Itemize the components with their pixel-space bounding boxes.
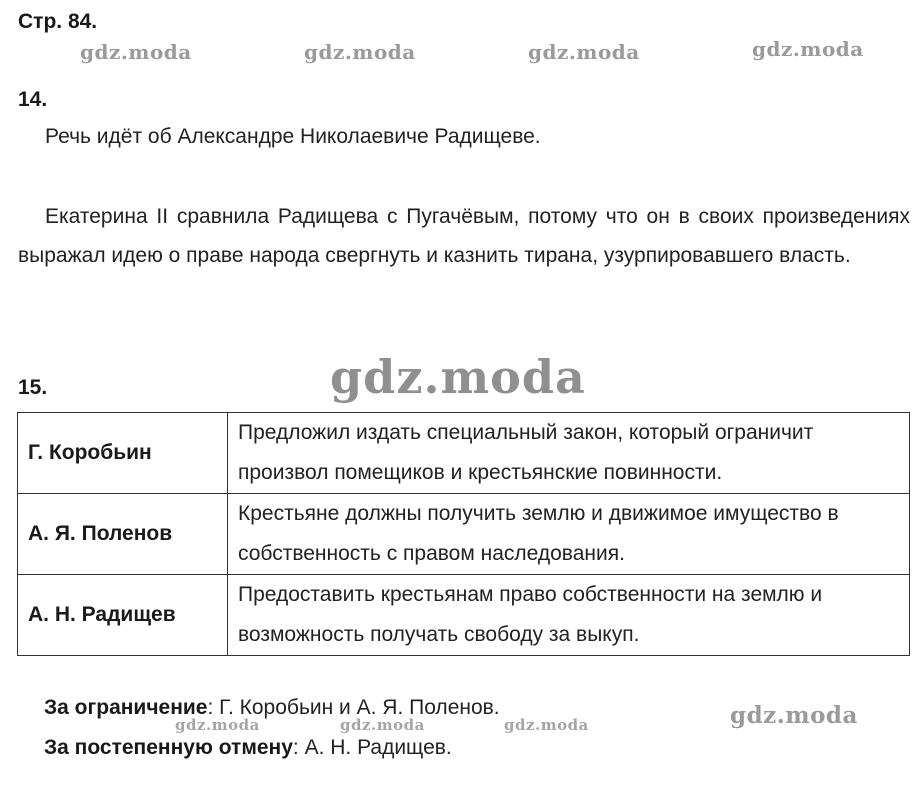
person-name-cell: А. Н. Радищев (18, 575, 228, 656)
watermark-text: gdz.moda (730, 702, 858, 729)
watermark-text: gdz.moda (528, 40, 640, 64)
conclusion-limitation (44, 696, 500, 720)
watermark-text: gdz.moda (504, 716, 589, 734)
conclusion-value: : А. Н. Радищев. (292, 736, 452, 759)
watermark-text: gdz.moda (304, 40, 416, 64)
watermark-text: gdz.moda (80, 40, 192, 64)
task-14-number: 14. (18, 88, 48, 111)
page-number-label: Стр. 84. (18, 10, 98, 33)
proposal-cell: Предоставить крестьянам право собственности на землю и возможность получать свободу за выкуп. (228, 575, 910, 656)
task-14-paragraph-1: Речь идёт об Александре Николаевиче Радищеве. (45, 125, 541, 148)
watermark-large: gdz.moda (330, 350, 586, 404)
table-row (18, 494, 910, 575)
conclusion-label: За ограничение (44, 696, 208, 719)
task-15-number: 15. (18, 376, 48, 399)
watermark-text: gdz.moda (175, 716, 260, 734)
task-14-paragraph-2: Екатерина II сравнила Радищева с Пугачёвым, потому что он в своих произведениях выражал идею о праве народа свергнуть и казнить тирана, узурпировавшего власть. (18, 205, 910, 267)
conclusion-label: За постепенную отмену (44, 736, 293, 759)
table-row (18, 575, 910, 656)
reform-proposals-table (17, 412, 910, 656)
watermark-text: gdz.moda (340, 716, 425, 734)
watermark-text: gdz.moda (752, 37, 864, 61)
conclusion-value: : Г. Коробьин и А. Я. Поленов. (207, 696, 500, 719)
person-name-cell: А. Я. Поленов (18, 494, 228, 575)
table-row (18, 413, 910, 494)
proposal-cell: Предложил издать специальный закон, который ограничит произвол помещиков и крестьянские повинности. (228, 413, 910, 494)
proposal-cell: Крестьяне должны получить землю и движимое имущество в собственность с правом наследования. (228, 494, 910, 575)
conclusion-gradual-abolition (44, 736, 452, 760)
person-name-cell: Г. Коробьин (18, 413, 228, 494)
